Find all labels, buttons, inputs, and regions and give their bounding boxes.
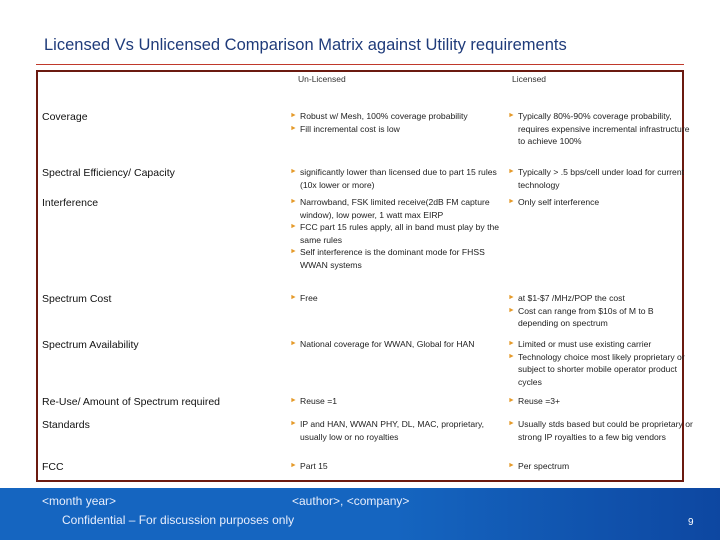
bullet-text: Reuse =3+ (518, 396, 561, 406)
bullet-item (290, 110, 502, 123)
cell-licensed (508, 418, 696, 443)
bullet-item (508, 196, 696, 209)
bullet-arrow-icon: ► (290, 340, 297, 347)
bullet-text: National coverage for WWAN, Global for HAN (300, 339, 475, 349)
bullet-item (508, 418, 696, 443)
bullet-arrow-icon: ► (508, 462, 515, 469)
bullet-item (508, 305, 696, 330)
bullet-arrow-icon: ► (508, 198, 515, 205)
row-label: Re-Use/ Amount of Spectrum required (42, 396, 220, 408)
row-label: Standards (42, 419, 90, 431)
bullet-text: Typically > .5 bps/cell under load for current technology (518, 167, 684, 190)
bullet-arrow-icon: ► (290, 124, 297, 132)
bullet-arrow-icon: ► (508, 294, 515, 301)
bullet-text: Technology choice most likely proprietary or subject to shorter mobile operator product cycles (518, 351, 685, 387)
bullet-text: IP and HAN, WWAN PHY, DL, MAC, proprietary, usually low or no royalties (300, 419, 485, 442)
cell-unlicensed (290, 395, 502, 408)
bullet-text: Fill incremental cost is low (300, 123, 400, 134)
bullet-arrow-icon: ► (290, 420, 297, 427)
cell-unlicensed (290, 338, 502, 351)
cell-licensed (508, 395, 696, 408)
bullet-arrow-icon: ► (290, 462, 297, 469)
bullet-arrow-icon: ► (508, 352, 515, 360)
bullet-arrow-icon: ► (290, 294, 297, 301)
bullet-text: Part 15 (300, 461, 328, 471)
column-header-licensed: Licensed (512, 74, 547, 84)
bullet-text: FCC part 15 rules apply, all in band must play by the same rules (300, 222, 500, 245)
bullet-text: Free (300, 293, 318, 303)
cell-unlicensed (290, 166, 502, 191)
bullet-arrow-icon: ► (508, 168, 515, 175)
bullet-text: Narrowband, FSK limited receive(2dB FM capture window), low power, 1 watt max EIRP (300, 197, 490, 220)
cell-unlicensed (290, 460, 502, 473)
bullet-item (508, 110, 696, 148)
cell-licensed (508, 292, 696, 330)
page-number: 9 (688, 517, 694, 528)
bullet-arrow-icon: ► (290, 198, 297, 205)
bullet-arrow-icon: ► (508, 340, 515, 347)
bullet-text: Only self interference (518, 197, 600, 207)
bullet-arrow-icon: ► (290, 223, 297, 231)
row-label: Spectrum Cost (42, 293, 112, 305)
cell-unlicensed (290, 418, 502, 443)
bullet-text: Reuse =1 (300, 396, 338, 406)
bullet-text: Robust w/ Mesh, 100% coverage probability (300, 111, 468, 121)
cell-licensed (508, 338, 696, 388)
footer-confidential: Confidential – For discussion purposes only (62, 513, 295, 527)
bullet-arrow-icon: ► (508, 112, 515, 119)
footer-author: <author>, <company> (292, 494, 410, 508)
row-label: Spectrum Availability (42, 339, 139, 351)
bullet-item (290, 292, 502, 305)
row-label: Interference (42, 197, 99, 209)
bullet-text: significantly lower than licensed due to part 15 rules (10x lower or more) (300, 167, 497, 190)
bullet-item (290, 338, 502, 351)
column-header-unlicensed: Un-Licensed (298, 74, 346, 84)
row-label: FCC (42, 461, 64, 473)
bullet-item (508, 395, 696, 408)
bullet-arrow-icon: ► (508, 306, 515, 314)
bullet-item (290, 166, 502, 191)
bullet-item (508, 292, 696, 305)
bullet-arrow-icon: ► (508, 397, 515, 404)
bullet-arrow-icon: ► (290, 168, 297, 175)
bullet-text: Usually stds based but could be proprietary or strong IP royalties to a few big vendors (518, 419, 693, 442)
bullet-text: at $1-$7 /MHz/POP the cost (518, 293, 625, 303)
cell-licensed (508, 460, 696, 473)
row-label: Spectral Efficiency/ Capacity (42, 167, 175, 179)
bullet-item (290, 418, 502, 443)
bullet-text: Typically 80%-90% coverage probability, requires expensive incremental infrastructure to achieve 100% (518, 111, 690, 147)
bullet-item (508, 460, 696, 473)
bullet-arrow-icon: ► (290, 397, 297, 404)
bullet-arrow-icon: ► (290, 112, 297, 119)
bullet-item (508, 166, 696, 191)
cell-licensed (508, 196, 696, 209)
bullet-text: Per spectrum (518, 461, 570, 471)
bullet-text: Cost can range from $10s of M to B depending on spectrum (518, 305, 654, 329)
cell-unlicensed (290, 292, 502, 305)
title-divider (36, 64, 684, 65)
bullet-item (290, 221, 502, 246)
bullet-item (508, 351, 696, 389)
slide-title: Licensed Vs Unlicensed Comparison Matrix against Utility requirements (44, 36, 567, 54)
bullet-item (508, 338, 696, 351)
footer-date: <month year> (42, 494, 117, 508)
cell-licensed (508, 110, 696, 148)
bullet-item (290, 460, 502, 473)
bullet-arrow-icon: ► (508, 420, 515, 427)
bullet-arrow-icon: ► (290, 248, 297, 256)
cell-unlicensed (290, 110, 502, 135)
bullet-text: Limited or must use existing carrier (518, 339, 652, 349)
bullet-item (290, 196, 502, 221)
cell-unlicensed (290, 196, 502, 272)
cell-licensed (508, 166, 696, 191)
bullet-text: Self interference is the dominant mode for FHSS WWAN systems (300, 247, 485, 270)
bullet-item (290, 246, 502, 271)
row-label: Coverage (42, 111, 88, 123)
bullet-item (290, 395, 502, 408)
bullet-item (290, 123, 502, 136)
